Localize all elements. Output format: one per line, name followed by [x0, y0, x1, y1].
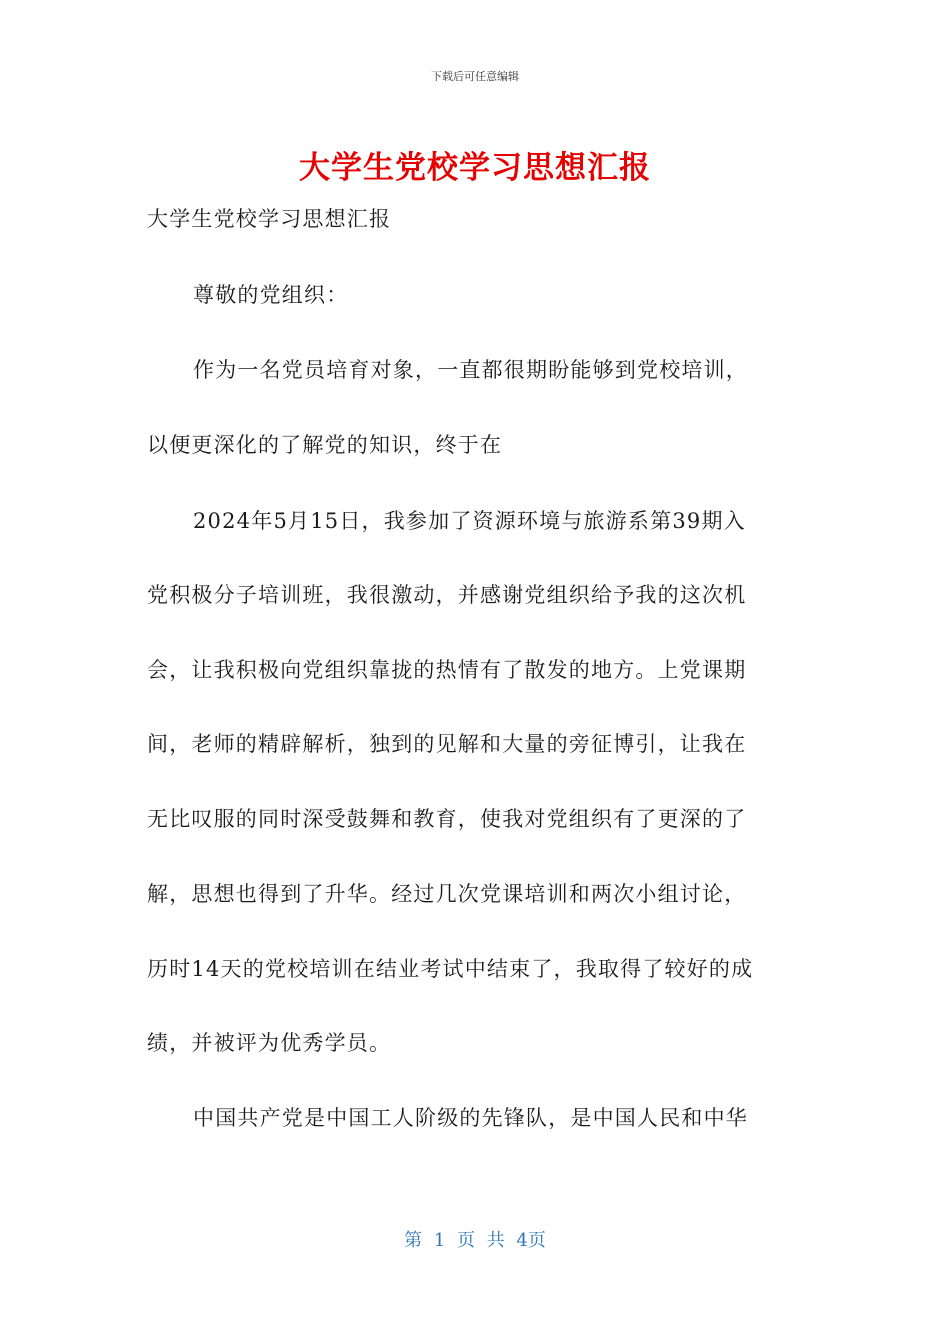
body-line-subtitle: 大学生党校学习思想汇报 — [147, 207, 392, 231]
body-line-salutation: 尊敬的党组织： — [193, 283, 349, 307]
body-line: 中国共产党是中国工人阶级的先锋队，是中国人民和中华 — [193, 1106, 748, 1130]
body-line: 会，让我积极向党组织靠拢的热情有了散发的地方。上党课期 — [147, 658, 747, 682]
body-line: 间，老师的精辟解析，独到的见解和大量的旁征博引，让我在 — [147, 732, 747, 756]
page-number-footer: 第 1 页 共 4页 — [404, 1230, 546, 1251]
body-line: 解，思想也得到了升华。经过几次党课培训和两次小组讨论， — [147, 882, 747, 906]
body-line: 党积极分子培训班，我很激动，并感谢党组织给予我的这次机 — [147, 583, 747, 607]
body-line: 绩，并被评为优秀学员。 — [147, 1031, 392, 1055]
header-note: 下载后可任意编辑 — [431, 70, 519, 83]
body-line: 无比叹服的同时深受鼓舞和教育，使我对党组织有了更深的了 — [147, 807, 747, 831]
body-line: 历时14天的党校培训在结业考试中结束了，我取得了较好的成 — [147, 957, 754, 981]
body-line: 2024年5月15日，我参加了资源环境与旅游系第39期入 — [193, 509, 746, 533]
body-line: 作为一名党员培育对象，一直都很期盼能够到党校培训， — [193, 358, 748, 382]
body-line: 以便更深化的了解党的知识，终于在 — [147, 433, 503, 457]
document-title: 大学生党校学习思想汇报 — [299, 150, 651, 186]
